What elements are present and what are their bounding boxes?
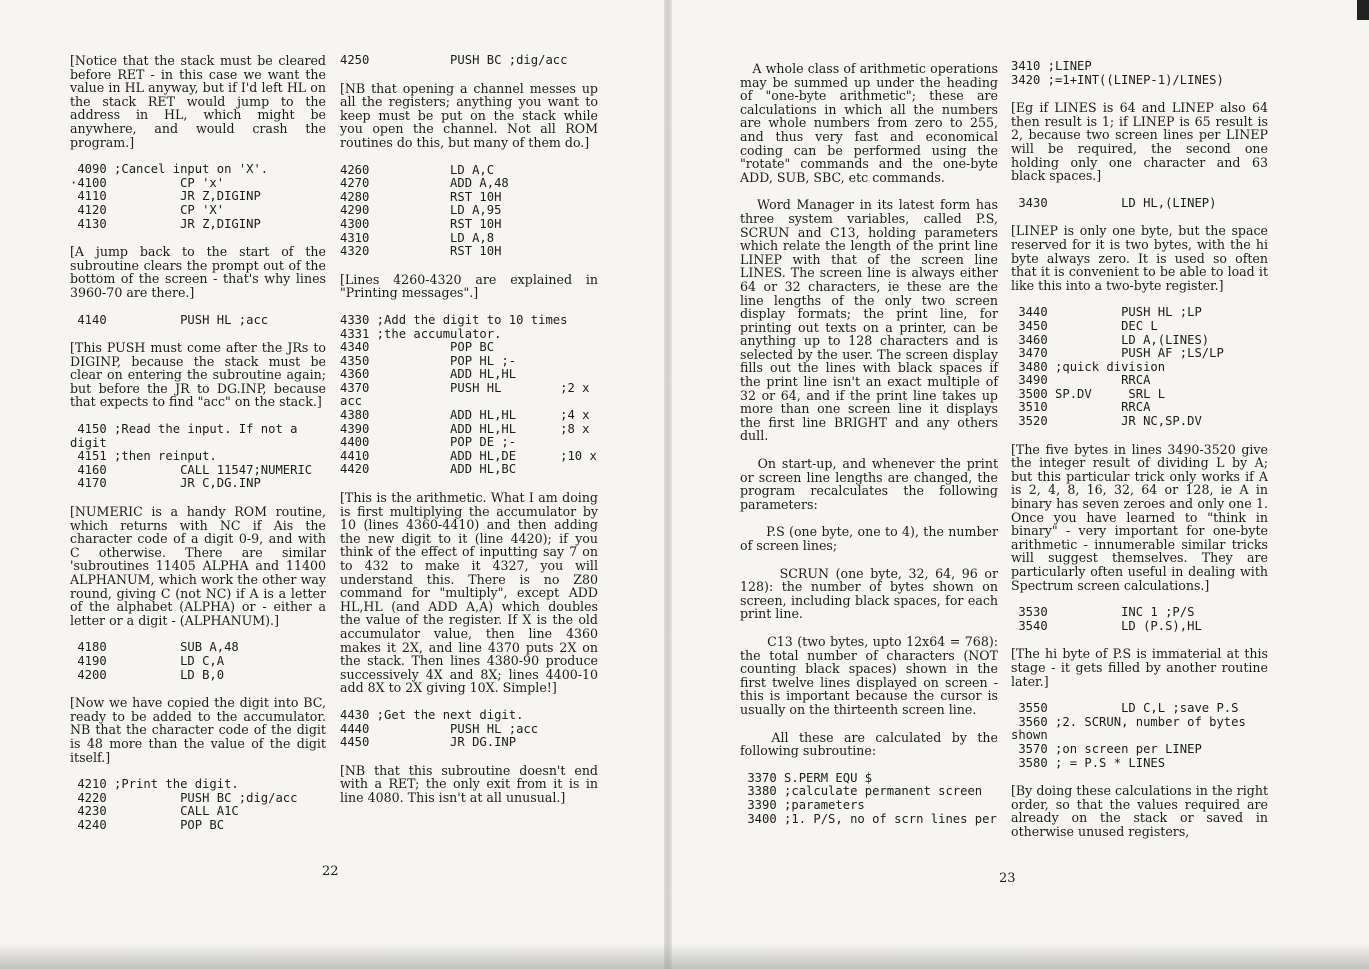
block-spacer [740, 717, 998, 731]
block-spacer [340, 150, 598, 164]
block-spacer [340, 477, 598, 491]
block-spacer [70, 231, 326, 245]
text-paragraph: A whole class of arithmetic operations may be summed up under the heading of "one-byte arithmetic"; these are calculations in which all the numbers are whole numbers from zero to 255, and thus very fast and economical coding can be performed using the "rotate" commands and the one-byte ADD, SUB, SBC, etc commands. [740, 61, 1003, 185]
text-paragraph: [The hi byte of P.S is immaterial at this stage - it gets filled by another routine later.] [1011, 646, 1273, 689]
block-spacer [340, 259, 598, 273]
text-paragraph: [This PUSH must come after the JRs to DIGINP, because the stack must be clear on entering the subroutine again; but before the JR to DG.INP, because that expects to find "acc" on the stack.] [70, 340, 331, 410]
book-gutter [664, 0, 672, 969]
text-paragraph: [NB that opening a channel messes up all the registers; anything you want to keep must be put on the stack while you open the channel. Not all ROM routines do this, but many of them do.] [340, 80, 603, 150]
code-listing: 3410 ;LINEP 3420 ;=1+INT((LINEP-1)/LINES) [1011, 59, 1224, 87]
text-paragraph: [By doing these calculations in the right order, so that the values required are already on the stack or saved in otherwise unused registers, [1011, 783, 1273, 839]
block-spacer [1011, 183, 1268, 197]
block-spacer [740, 621, 998, 635]
text-paragraph: [Now we have copied the digit into BC, ready to be added to the accumulator. NB that the character code of the digit is 48 more than the value of the digit itself.] [70, 695, 331, 765]
right-page-column-1 [740, 61, 1003, 826]
block-spacer [1011, 87, 1268, 101]
code-listing: 4250 PUSH BC ;dig/acc [340, 53, 568, 67]
block-spacer [1011, 633, 1268, 647]
scan-shadow [0, 943, 1369, 969]
block-spacer [1011, 770, 1268, 784]
text-paragraph: SCRUN (one byte, 32, 64, 96 or 128): the number of bytes shown on screen, including black spaces, for each print line. [740, 565, 1003, 622]
text-paragraph: Word Manager in its latest form has three system variables, called P.S, SCRUN and C13, holding parameters which relate the length of the print line LINEP with that of the screen line LINES. The screen line is always either 64 or 32 characters, ie these are the line lengths of the only two screen display formats; the print line, for printing out texts on a printer, can be anything up to 128 characters and is selected by the user. The screen display fills out the lines with black spaces if the print line isn't an exact multiple of 32 or 64, and if the print line takes up more than one screen line it displays the first line BRIGHT and any others dull. [740, 197, 1003, 444]
block-spacer [340, 68, 598, 82]
code-listing: 4180 SUB A,48 4190 LD C,A 4200 LD B,0 [77, 640, 239, 682]
block-spacer [740, 184, 998, 198]
block-spacer [1011, 429, 1268, 443]
text-paragraph: C13 (two bytes, upto 12x64 = 768): the total number of characters (NOT counting black spaces) shown in the first twelve lines displayed on screen - this is important because the cursor is usually on the thirteenth screen line. [740, 633, 1003, 717]
block-spacer [1011, 688, 1268, 702]
block-spacer [340, 300, 598, 314]
block-spacer [340, 695, 598, 709]
block-spacer [70, 627, 326, 641]
right-page [672, 0, 1369, 969]
text-paragraph: [NUMERIC is a handy ROM routine, which returns with NC if Ais the character code of a digit 0-9, and with C otherwise. There are similar 'subroutines 11405 ALPHA and 11400 ALPHANUM, which work the other way round, giving C (not NC) if A is a letter of the alphabet (ALPHA) or - either a letter or a digit - (ALPHANUM).] [70, 504, 331, 628]
right-page-column-2 [1011, 59, 1273, 839]
code-listing: 3550 LD C,L ;save P.S 3560 ;2. SCRUN, number of bytes shown 3570 ;on screen per LINEP 3580 ; = P.S * LINES [1011, 701, 1246, 770]
block-spacer [740, 511, 998, 525]
block-spacer [1011, 592, 1268, 606]
block-spacer [70, 327, 326, 341]
block-spacer [1011, 210, 1268, 224]
text-paragraph: [Eg if LINES is 64 and LINEP also 64 then result is 1; if LINEP is 65 result is 2, because two screen lines per LINEP will be required, the second one holding only one character and 63 black spaces.] [1011, 100, 1273, 184]
text-paragraph: [The five bytes in lines 3490-3520 give the integer result of dividing L by A; but this particular trick only works if A is 2, 4, 8, 16, 32, 64 or 128, ie A in binary has seven zeroes and only one 1. Once you have learned to "think in binary" - very important for one-byte arithmetic - innumerable similar tricks will suggest themselves. They are particularly often useful in dealing with Spectrum screen calculations.] [1011, 441, 1273, 593]
left-page [0, 0, 664, 969]
text-paragraph: All these are calculated by the following subroutine: [740, 729, 1003, 759]
block-spacer [740, 443, 998, 457]
code-listing: 3530 INC 1 ;P/S 3540 LD (P.S),HL [1018, 605, 1202, 633]
code-listing: 4260 LD A,C 4270 ADD A,48 4280 RST 10H 4290 LD A,95 4300 RST 10H 4310 LD A,8 4320 RST 10H [340, 162, 509, 259]
text-paragraph: P.S (one byte, one to 4), the number of screen lines; [740, 524, 1002, 553]
code-listing: 4430 ;Get the next digit. 4440 PUSH HL ;acc 4450 JR DG.INP [340, 707, 539, 750]
text-paragraph: [NB that this subroutine doesn't end with a RET; the only exit from it is in line 4080. This isn't at all unusual.] [340, 762, 603, 805]
block-spacer [70, 409, 326, 423]
block-spacer [340, 750, 598, 764]
page-edge-mark [1357, 0, 1369, 20]
text-paragraph: [Notice that the stack must be cleared before RET - in this case we want the value in HL anyway, but if I'd left HL on the stack RET would jump to the address in HL, which might be anywhere, and would crash the program.] [70, 53, 331, 150]
block-spacer [740, 553, 998, 567]
text-paragraph: [LINEP is only one byte, but the space reserved for it is two bytes, with the hi byte always zero. It is used so often that it is convenient to be able to load it like this into a two-byte register.] [1011, 223, 1273, 293]
text-paragraph: [Lines 4260-4320 are explained in "Printing messages".] [340, 271, 603, 301]
code-listing: 4210 ;Print the digit. 4220 PUSH BC ;dig/acc 4230 CALL A1C 4240 POP BC [77, 777, 298, 832]
text-paragraph: [A jump back to the start of the subroutine clears the prompt out of the bottom of the screen - that's why lines 3960-70 are there.] [70, 244, 331, 300]
code-listing: 4090 ;Cancel input on 'X'. ·4100 CP 'x' 4110 JR Z,DIGINP 4120 CP 'X' 4130 JR Z,DIGINP [70, 162, 269, 231]
block-spacer [740, 758, 998, 772]
block-spacer [70, 491, 326, 505]
text-paragraph: On start-up, and whenever the print or screen line lengths are changed, the program recalculates the following parameters: [740, 456, 1003, 512]
block-spacer [70, 682, 326, 696]
text-paragraph: [This is the arithmetic. What I am doing is first multiplying the accumulator by 10 (lines 4360-4410) and then adding the new digit to it (line 4420); if you think of the effect of inputting say 7 on to 432 to make it 4327, you will understand this. There is no Z80 command for "multiply", except ADD HL,HL (and ADD A,A) which doubles the value of the register. If X is the old accumulator value, then line 4360 makes it 2X, and line 4370 puts 2X on the stack. Then lines 4380-90 produce successively 4X and 8X; lines 4400-10 add 8X to 2X giving 10X. Simple!] [340, 490, 603, 696]
code-listing: 3430 LD HL,(LINEP) [1011, 195, 1217, 210]
block-spacer [70, 149, 326, 163]
block-spacer [70, 764, 326, 778]
page-number: 22 [322, 864, 339, 879]
code-listing: 3440 PUSH HL ;LP 3450 DEC L 3460 LD A,(LINES) 3470 PUSH AF ;LS/LP 3480 ;quick division 3490 RRCA 3500 SP.DV SRL L 3510 RRCA 3520 JR NC,SP.DV [1018, 305, 1224, 429]
code-listing: 4330 ;Add the digit to 10 times 4331 ;the accumulator. 4340 POP BC 4350 POP HL ;- 4360 ADD HL,HL 4370 PUSH HL ;2 x acc 4380 ADD HL,HL ;4 x 4390 ADD HL,HL ;8 x 4400 POP DE ;- 4410 ADD HL,DE ;10 x 4420 ADD HL,BC [340, 312, 597, 477]
code-listing: 4140 PUSH HL ;acc [70, 312, 269, 327]
code-listing: 4150 ;Read the input. If not a digit 4151 ;then reinput. 4160 CALL 11547;NUMERIC 4170 JR C,DG.INP [70, 422, 313, 491]
code-listing: 3370 S.PERM EQU $ 3380 ;calculate permanent screen 3390 ;parameters 3400 ;1. P/S, no of scrn lines per [747, 770, 997, 826]
block-spacer [1011, 292, 1268, 306]
left-page-column-1 [70, 53, 331, 833]
block-spacer [70, 300, 326, 314]
left-page-column-2 [340, 53, 603, 805]
page-number: 23 [999, 871, 1016, 886]
